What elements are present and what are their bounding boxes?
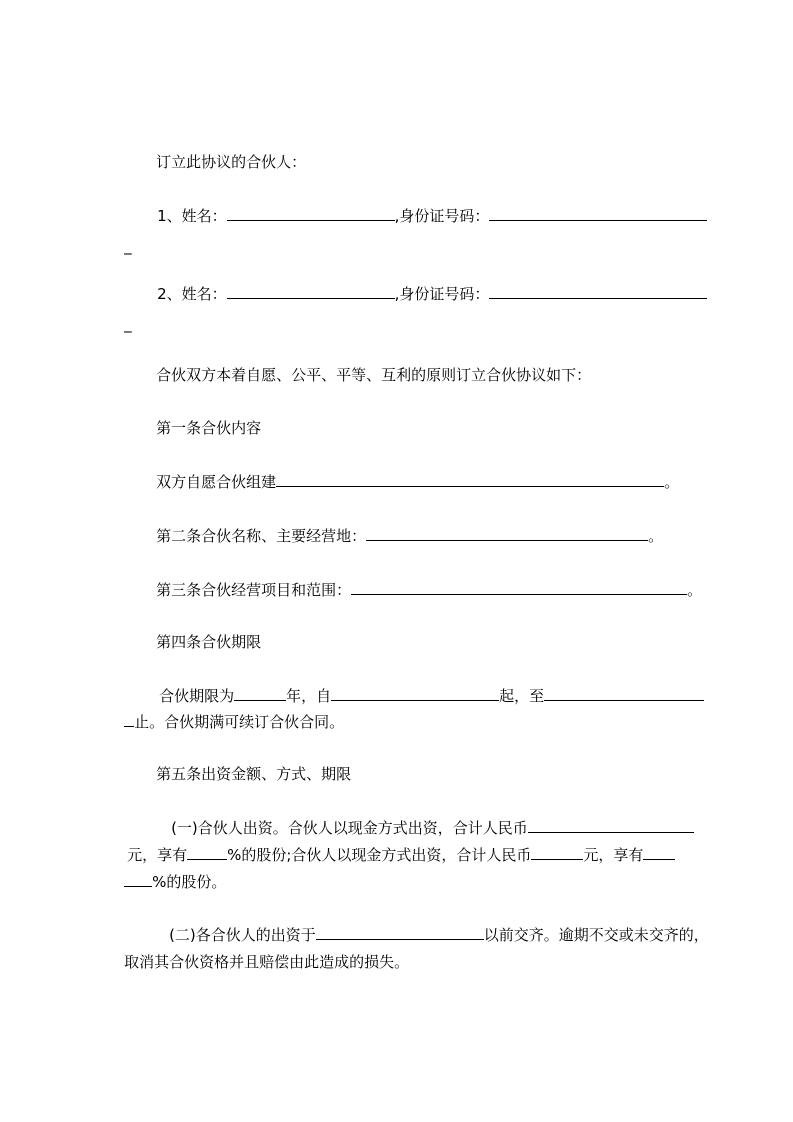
term-end-blank[interactable]: [544, 686, 704, 701]
principle-text: 合伙双方本着自愿、公平、平等、互利的原则订立合伙协议如下：: [156, 366, 592, 384]
partner-1-id-label: ,身份证号码：: [394, 207, 490, 225]
article-3-title-text: 第三条合伙经营项目和范围：: [156, 581, 352, 599]
article-1-period: 。: [664, 473, 680, 491]
article-1-body-text: 双方自愿合伙组建: [156, 473, 277, 491]
term-from-to: 起，至: [499, 687, 545, 705]
article-2-period: 。: [648, 527, 664, 545]
article-2-title-text: 第二条合伙名称、主要经营地：: [156, 527, 367, 545]
term-year-from: 年，自: [286, 687, 332, 705]
term-end-text: 止。合伙期满可续订合伙合同。: [134, 713, 345, 731]
article-5-2-line-1: [150, 905, 709, 944]
partner-2-line: [138, 264, 707, 303]
article-5-title: [137, 744, 352, 783]
contribution-2-share-text: %的股份。: [152, 873, 227, 891]
article-3-line: [137, 560, 703, 599]
principle-line: [137, 345, 592, 384]
contribution-1-text: (一)合伙人出资。合伙人以现金方式出资，合计人民币: [171, 819, 528, 837]
contribution-2-yuan: 元，享有: [583, 846, 644, 864]
intro-line: [137, 132, 307, 171]
term-label: 合伙期限为: [159, 687, 235, 705]
contribution-1-yuan: 元，享有: [127, 846, 188, 864]
deadline-consequence: 以前交齐。逾期不交或未交齐的，: [483, 926, 709, 944]
contribution-2-share-blank[interactable]: [643, 845, 675, 860]
article-1-body: [137, 452, 680, 491]
intro-text: 订立此协议的合伙人：: [156, 153, 307, 171]
partner-1-name-label: 1、姓名：: [157, 207, 227, 225]
article-1-blank[interactable]: [276, 472, 664, 487]
partner-2-overflow: [105, 294, 132, 333]
partner-2-name-blank[interactable]: [227, 284, 395, 299]
article-5-1-line-3: [105, 852, 227, 891]
article-4-title-text: 第四条合伙期限: [156, 633, 262, 651]
contribution-2-share-blank-cont[interactable]: [124, 872, 152, 887]
article-5-2-line-2: [105, 932, 410, 971]
article-5-1-line-1: [152, 798, 694, 837]
article-2-line: [137, 506, 664, 545]
partner-2-id-blank[interactable]: [489, 284, 707, 299]
term-start-blank[interactable]: [331, 686, 499, 701]
article-1-title-text: 第一条合伙内容: [156, 419, 262, 437]
article-4-line-2: [105, 692, 345, 731]
partner-2-name-label: 2、姓名：: [157, 285, 227, 303]
article-4-title: [137, 612, 262, 651]
article-4-line-1: [140, 666, 704, 705]
partner-1-overflow-mark: _: [124, 237, 132, 255]
article-3-blank[interactable]: [351, 580, 687, 595]
partner-1-line: [138, 186, 707, 225]
partner-1-overflow: [105, 216, 132, 255]
deadline-text: (二)各合伙人的出资于: [169, 926, 316, 944]
article-1-title: [137, 398, 262, 437]
article-5-title-text: 第五条出资金额、方式、期限: [156, 765, 352, 783]
partner-1-id-blank[interactable]: [489, 206, 707, 221]
article-3-period: 。: [687, 581, 703, 599]
article-2-blank[interactable]: [366, 526, 648, 541]
article-5-1-line-2: [108, 825, 675, 864]
term-end-blank-cont[interactable]: [124, 712, 134, 727]
partner-2-id-label: ,身份证号码：: [394, 285, 490, 303]
partner-1-name-blank[interactable]: [227, 206, 395, 221]
partner-2-overflow-mark: _: [124, 315, 132, 333]
contribution-2-amount-blank[interactable]: [531, 845, 583, 860]
deadline-penalty: 取消其合伙资格并且赔偿由此造成的损失。: [124, 953, 410, 971]
contribution-2-text: %的股份;合伙人以现金方式出资，合计人民币: [227, 846, 532, 864]
